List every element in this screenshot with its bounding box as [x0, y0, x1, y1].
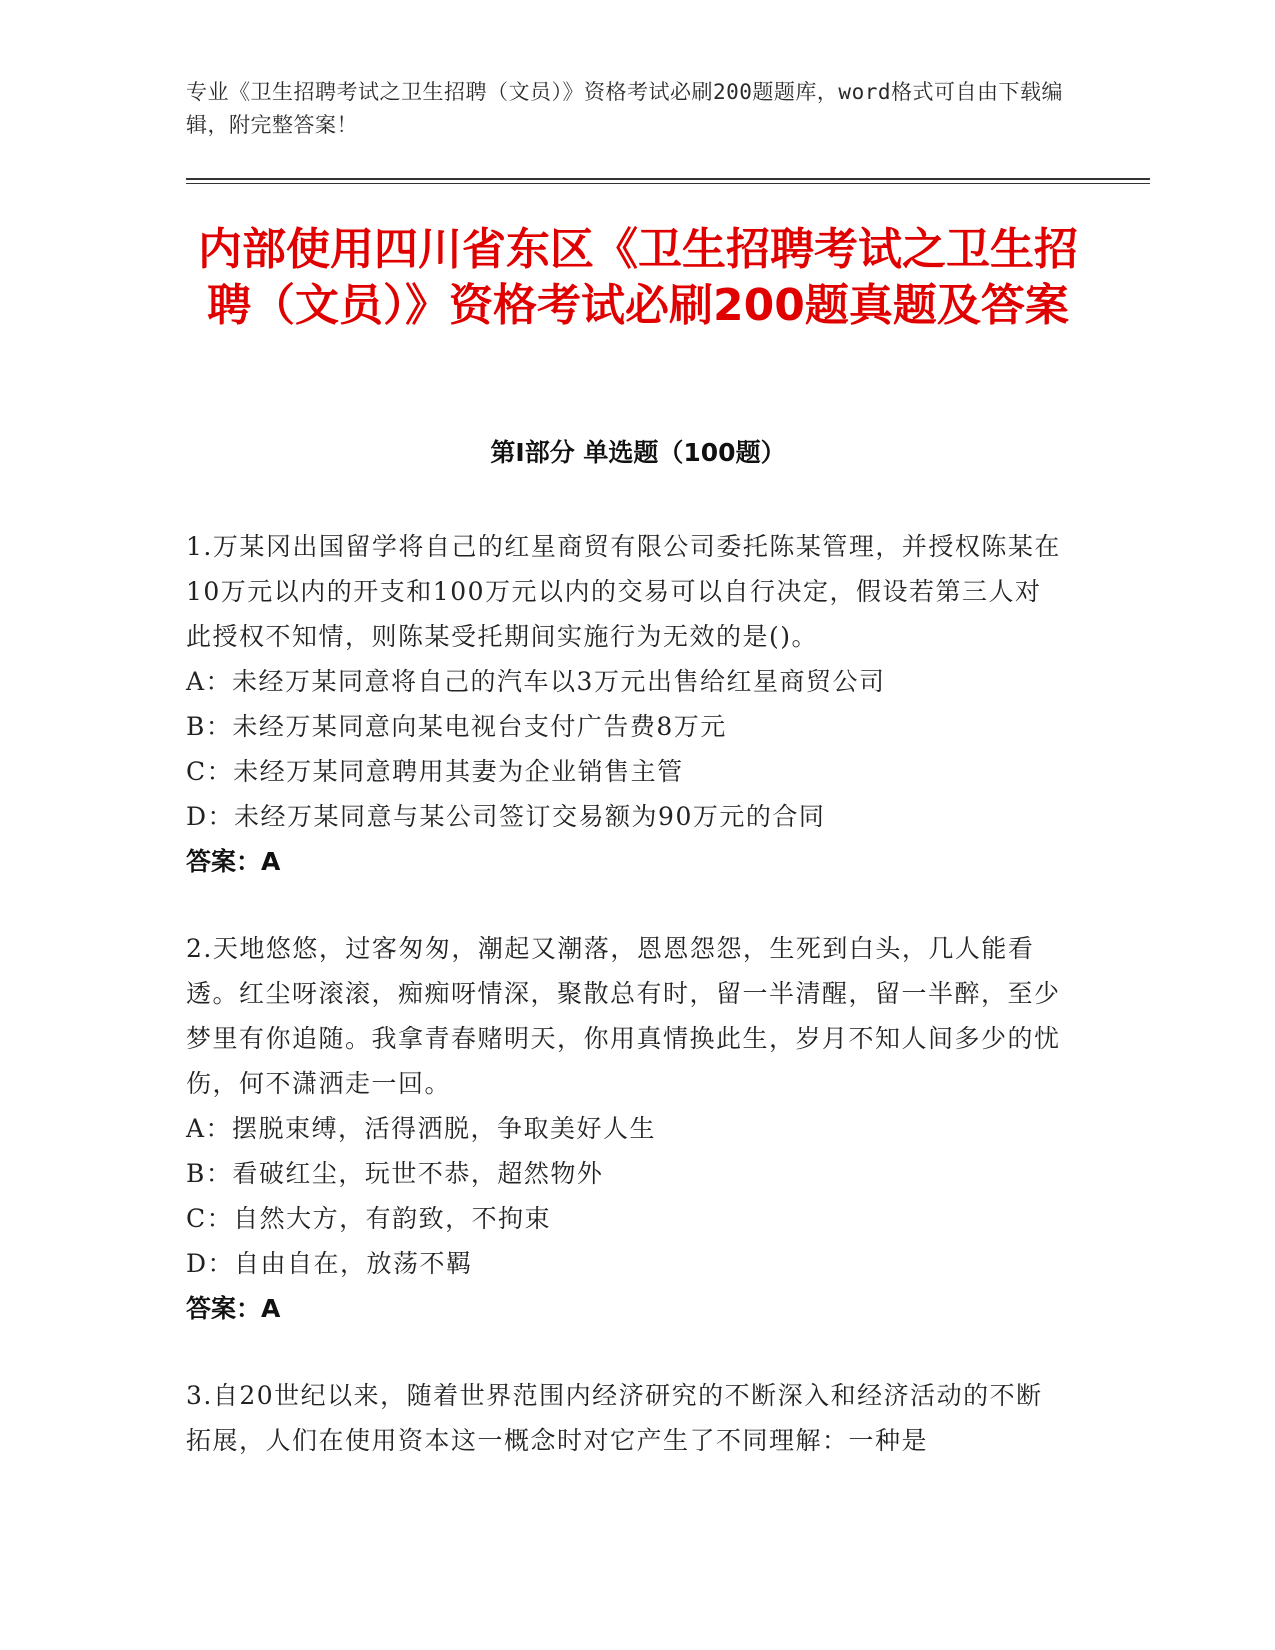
section-heading: 第I部分 单选题（100题）: [490, 438, 786, 467]
question-stem: 1.万某冈出国留学将自己的红星商贸有限公司委托陈某管理，并授权陈某在10万元以内的开支和100万元以内的交易可以自行决定，假设若第三人对此授权不知情，则陈某受托期间实施行为无效的是()。: [186, 532, 1061, 651]
answer: 答案：A: [186, 847, 281, 876]
option-d: D：未经万某同意与某公司签订交易额为90万元的合同: [186, 802, 826, 831]
option-c: C：自然大方，有韵致，不拘束: [186, 1204, 552, 1233]
header-rule-thin: [186, 183, 1150, 184]
option-c: C：未经万某同意聘用其妻为企业销售主管: [186, 757, 684, 786]
question-list: [186, 524, 1066, 1505]
question-1: [186, 524, 1066, 884]
option-d: D：自由自在，放荡不羁: [186, 1249, 473, 1278]
header-note: 专业《卫生招聘考试之卫生招聘（文员）》资格考试必刷200题题库，word格式可自由下载编辑，附完整答案！: [186, 80, 1063, 137]
document-title: 内部使用四川省东区《卫生招聘考试之卫生招聘（文员）》资格考试必刷200题真题及答案: [198, 224, 1078, 331]
question-stem: 3.自20世纪以来，随着世界范围内经济研究的不断深入和经济活动的不断拓展，人们在使用资本这一概念时对它产生了不同理解：一种是: [186, 1381, 1043, 1455]
option-a: A：摆脱束缚，活得洒脱，争取美好人生: [186, 1114, 657, 1143]
option-b: B：未经万某同意向某电视台支付广告费8万元: [186, 712, 727, 741]
answer: 答案：A: [186, 1294, 281, 1323]
question-3: [186, 1373, 1066, 1463]
question-stem: 2.天地悠悠，过客匆匆，潮起又潮落，恩恩怨怨，生死到白头，几人能看透。红尘呀滚滚，痴痴呀情深，聚散总有时，留一半清醒，留一半醉，至少梦里有你追随。我拿青春赌明天，你用真情换此生，岁月不知人间多少的忧伤，何不潇洒走一回。: [186, 934, 1061, 1098]
question-2: [186, 926, 1066, 1331]
option-b: B：看破红尘，玩世不恭，超然物外: [186, 1159, 604, 1188]
header-rule-thick: [186, 178, 1150, 180]
option-a: A：未经万某同意将自己的汽车以3万元出售给红星商贸公司: [186, 667, 886, 696]
